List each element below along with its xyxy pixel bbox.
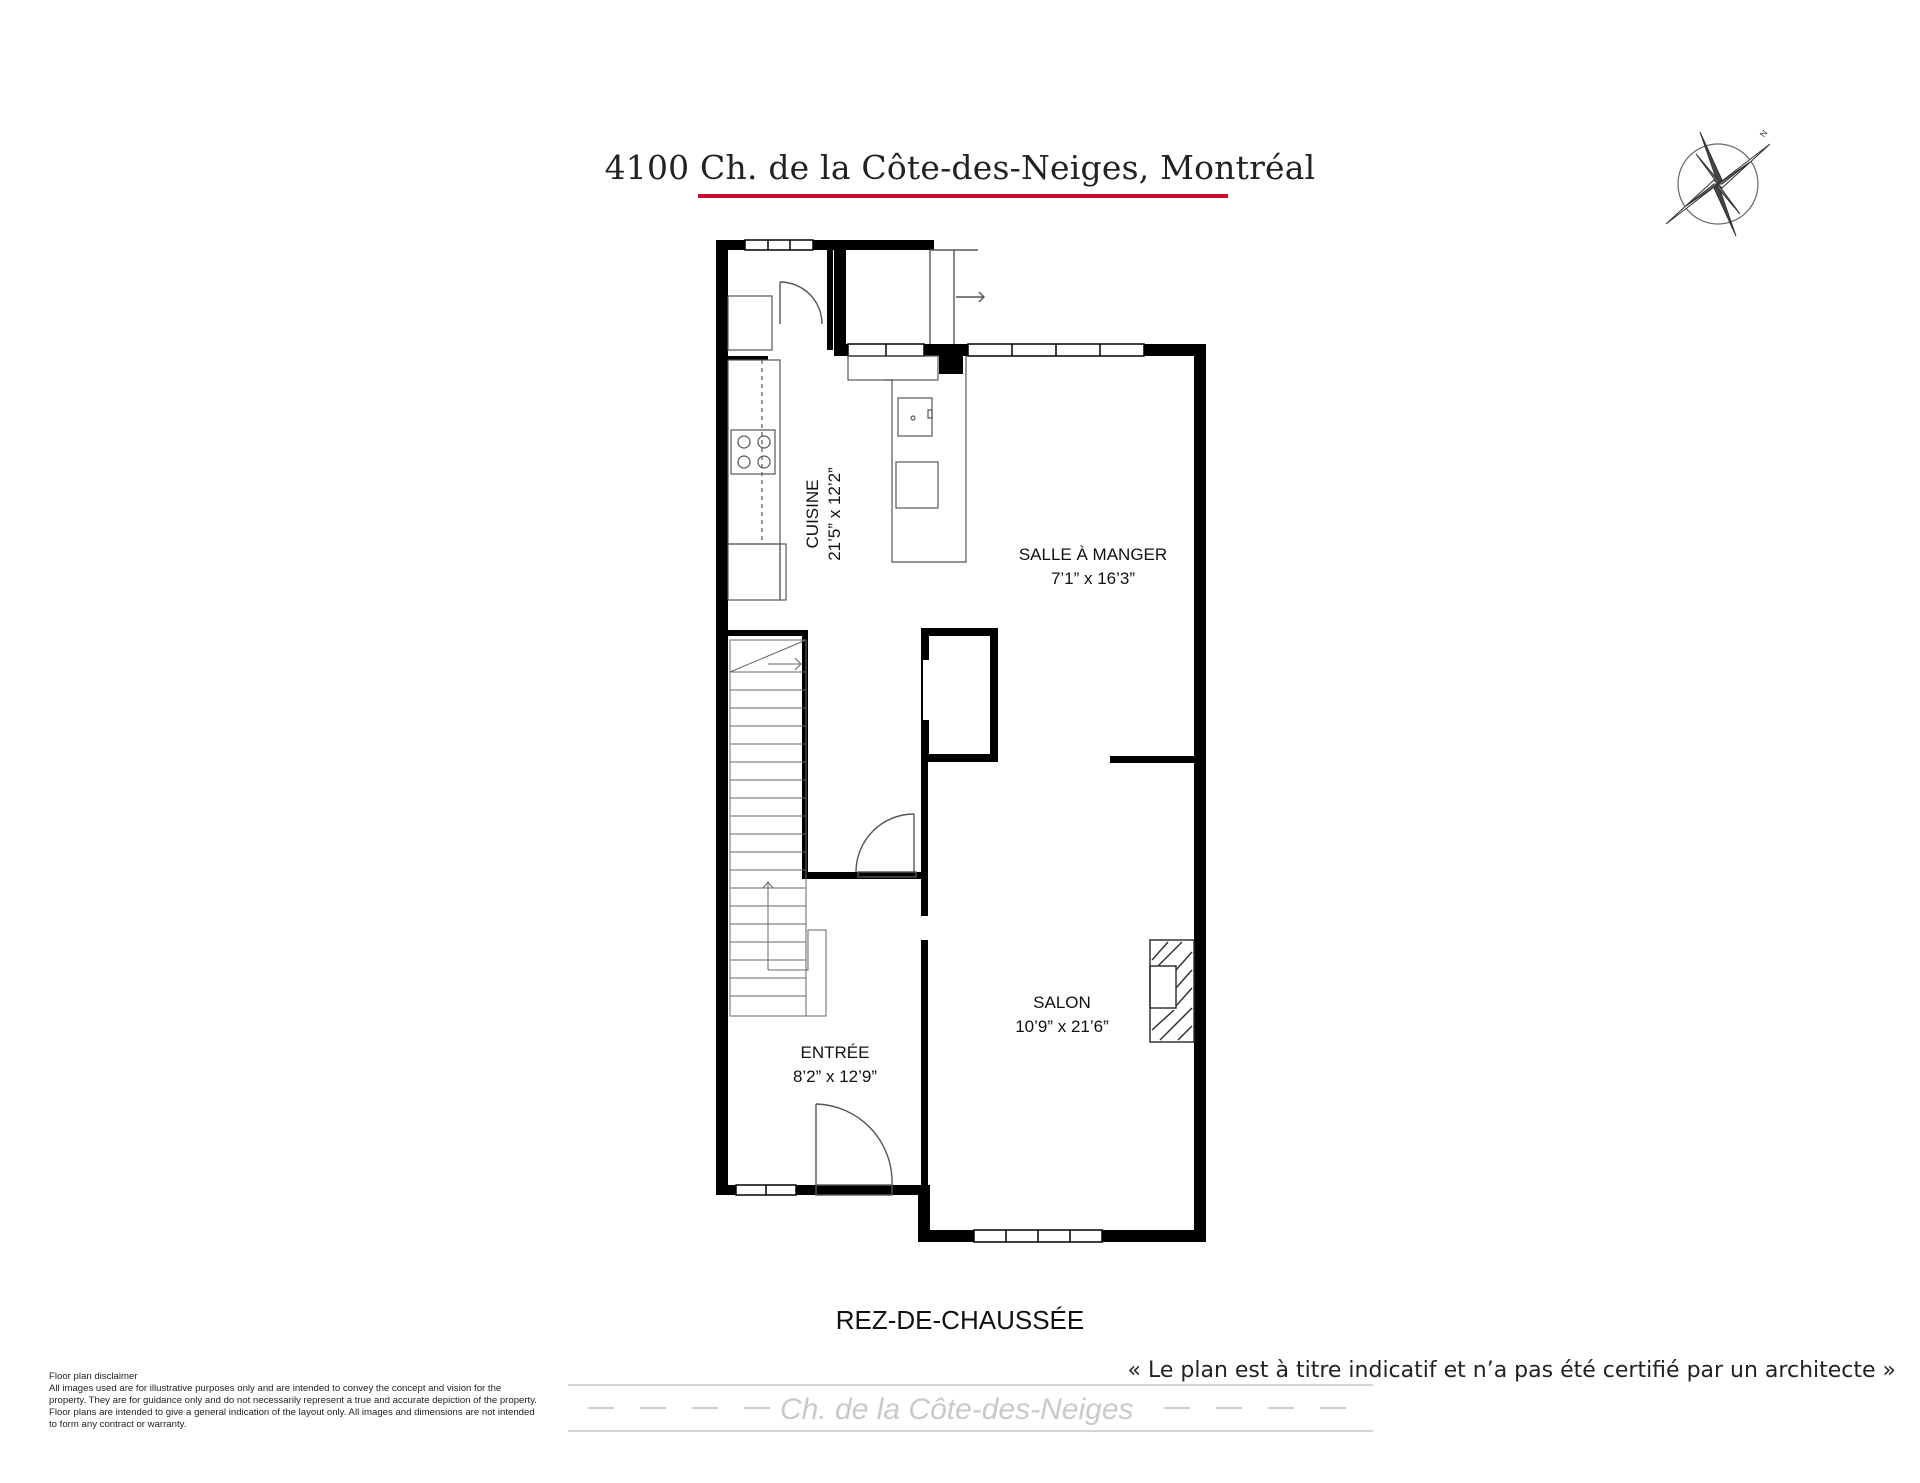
page-title: 4100 Ch. de la Côte-des-Neiges, Montréal [604, 148, 1316, 187]
room-name-salle-a-manger: SALLE À MANGER [1018, 545, 1168, 564]
fireplace [1150, 940, 1194, 1042]
level-label: REZ-DE-CHAUSSÉE [835, 1305, 1085, 1335]
room-dims-salon: 10’9” x 21’6” [1015, 1017, 1109, 1036]
room-dims-salle-a-manger: 7’1” x 16’3” [1050, 569, 1136, 588]
room-dims-cuisine: 21’5” x 12’2” [825, 467, 844, 561]
room-dims-entree: 8’2” x 12’9” [792, 1067, 878, 1086]
stairs [730, 640, 826, 1016]
room-name-salon: SALON [1033, 993, 1091, 1012]
street-name: Ch. de la Côte-des-Neiges [780, 1393, 1134, 1426]
room-label-cuisine [803, 467, 844, 561]
room-name-entree: ENTRÉE [800, 1043, 870, 1062]
exterior-walls [716, 240, 1206, 1242]
disclaimer [49, 1371, 539, 1431]
room-name-cuisine: CUISINE [803, 479, 822, 549]
compass-north-letter: N [1757, 127, 1770, 140]
disclaimer-heading: Floor plan disclaimer [49, 1371, 138, 1382]
certification-note: « Le plan est à titre indicatif et n’a pas été certifié par un architecte » [1127, 1358, 1896, 1383]
windows [736, 240, 1144, 1242]
disclaimer-body: All images used are for illustrative purposes only and are intended to convey the concept and vision for the property. They are for guidance only and do not necessarily represent a true and accurate depiction of the property. Floor plans are intended to give a general indication of the layout only. All images and dimensions are not intended to form any contract or warranty. [49, 1383, 537, 1430]
